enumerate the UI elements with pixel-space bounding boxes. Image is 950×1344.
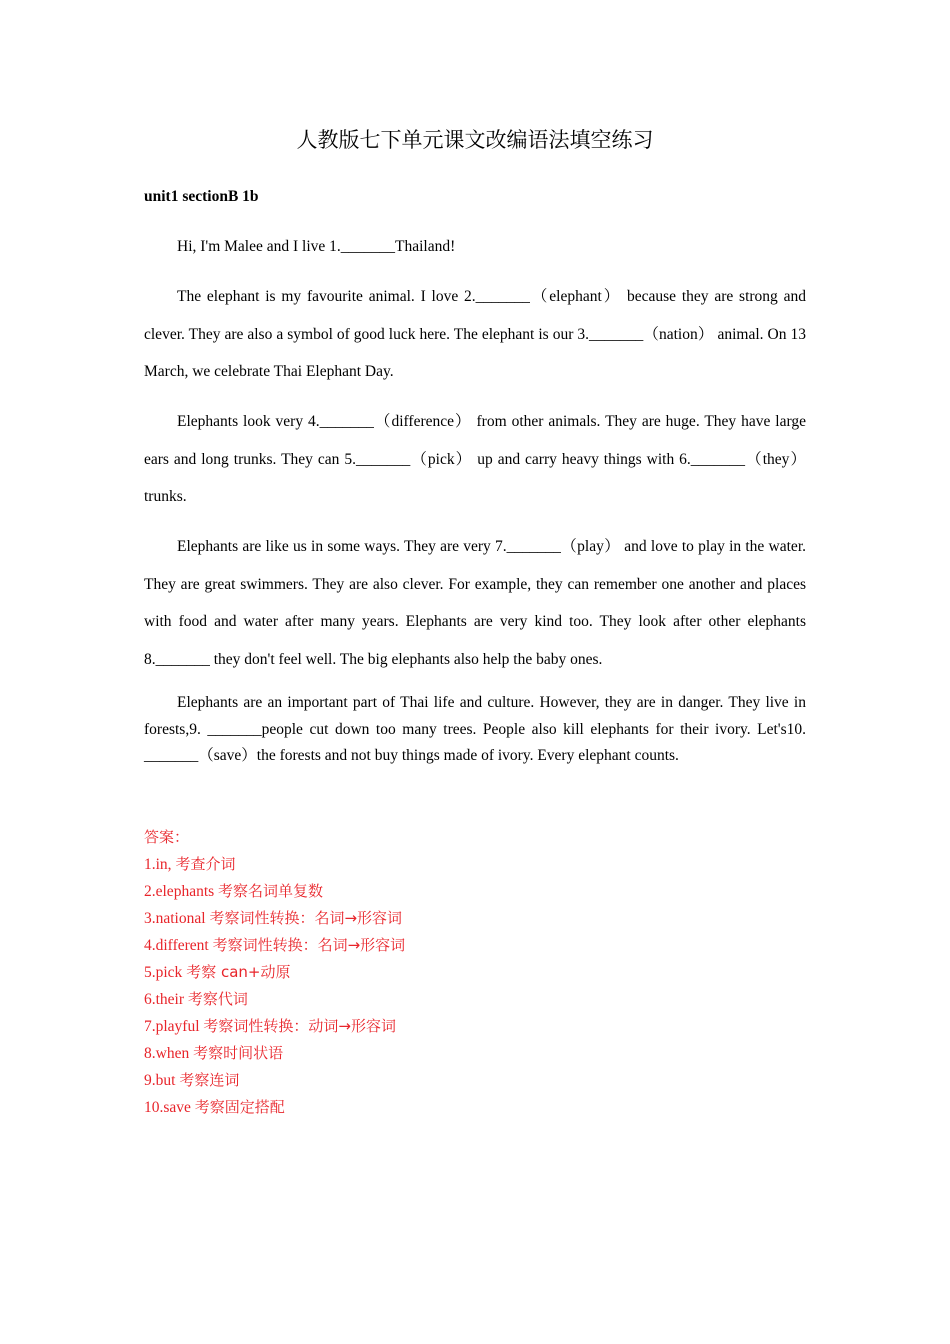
answer-key-word: 1.in, xyxy=(144,856,172,873)
answer-item xyxy=(144,905,405,932)
answer-note: 考察固定搭配 xyxy=(194,1098,285,1116)
answer-heading xyxy=(144,824,405,851)
answer-note: 考察词性转换：名词→形容词 xyxy=(209,909,403,927)
answer-note: 考察词性转换：名词→形容词 xyxy=(212,936,406,954)
page-title: 人教版七下单元课文改编语法填空练习 xyxy=(296,128,654,152)
answer-item xyxy=(144,851,405,878)
paragraph-5: Elephants are an important part of Thai life and culture. However, they are in danger. They live in forests,9. _______people cut down too many trees. People also kill elephants for their ivory. Let's10. _______（save）the forests and not buy things made of ivory. Every elephant counts. xyxy=(144,694,806,765)
answer-key-word: 8.when xyxy=(144,1045,190,1062)
answer-key xyxy=(144,824,405,1121)
answer-note: 考察时间状语 xyxy=(193,1044,284,1062)
answer-item xyxy=(144,986,405,1013)
paragraph-2: The elephant is my favourite animal. I love 2._______（elephant） because they are strong and clever. They are also a symbol of good luck here. The elephant is our 3._______（nation） animal. On 13 March, we celebrate Thai Elephant Day. xyxy=(144,288,806,380)
section-label: unit1 sectionB 1b xyxy=(144,188,259,205)
answer-item xyxy=(144,959,405,986)
answer-key-word: 5.pick xyxy=(144,964,183,981)
answer-key-word: 3.national xyxy=(144,910,206,927)
answer-note: 考察 can+动原 xyxy=(186,963,291,981)
paragraph-1: Hi, I'm Malee and I live 1._______Thailand! xyxy=(177,238,456,255)
answer-item xyxy=(144,932,405,959)
answer-key-word: 2.elephants xyxy=(144,883,215,900)
answer-note: 考查介词 xyxy=(175,855,236,873)
answer-item xyxy=(144,878,405,905)
answer-note: 考察词性转换：动词→形容词 xyxy=(203,1017,396,1035)
answer-item xyxy=(144,1013,405,1040)
answer-item xyxy=(144,1094,405,1121)
answer-note: 考察代词 xyxy=(187,990,248,1008)
answer-key-word: 10.save xyxy=(144,1099,191,1116)
answer-key-word: 7.playful xyxy=(144,1018,200,1035)
answer-key-word: 4.different xyxy=(144,937,209,954)
answer-heading-text: 答案： xyxy=(144,828,190,846)
answer-key-word: 9.but xyxy=(144,1072,176,1089)
answer-note: 考察连词 xyxy=(179,1071,240,1089)
answer-key-word: 6.their xyxy=(144,991,185,1008)
paragraph-3: Elephants look very 4._______（difference） from other animals. They are huge. They have large ears and long trunks. They can 5._______（pick） up and carry heavy things with 6._______（they）trunks. xyxy=(144,413,806,505)
answer-item xyxy=(144,1067,405,1094)
paragraph-4: Elephants are like us in some ways. They are very 7._______（play） and love to play in the water. They are great swimmers. They are also clever. For example, they can remember one another and places with food and water after many years. Elephants are very kind too. They look after other elephants 8._______ they don't feel well. The big elephants also help the baby ones. xyxy=(144,538,806,668)
answer-item xyxy=(144,1040,405,1067)
answer-note: 考察名词单复数 xyxy=(218,882,324,900)
